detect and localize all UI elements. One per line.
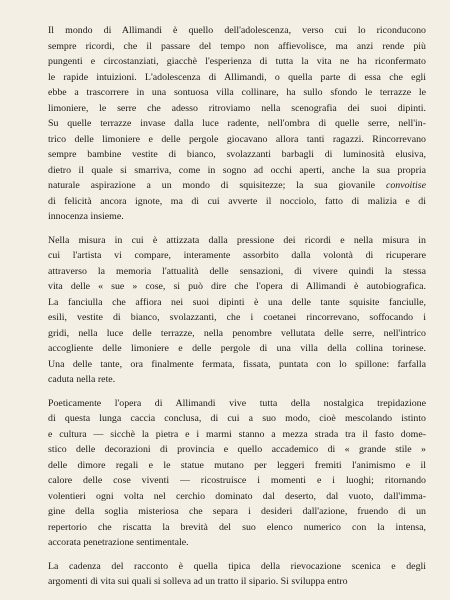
paragraph-2 — [32, 233, 426, 388]
text-line: limoniere, le serre che adesso ritroviamo nella scenografia dei suoi dipinti. — [48, 102, 426, 114]
text-line: Su quelle terrazze invase dalla luce radente, nell'ombra di quelle serre, nell'in- — [48, 118, 426, 129]
text-line: le rapide intuizioni. L'adolescenza di Allimandi, o quella parte di essa che egli — [48, 71, 426, 83]
text-line: gine della soglia misteriosa che separa i desideri dall'azione, fruendo di un — [48, 506, 426, 517]
text-line: Il mondo di Allimandi è quello dell'adolescenza, verso cui lo riconducono — [48, 25, 426, 36]
text-line: Poeticamente l'opera di Allimandi vive tutta della nostalgica trepidazione — [48, 397, 426, 409]
text-line: di questa lunga caccia conclusa, di cui a suo modo, cioè mescolando istinto — [48, 413, 426, 424]
text-line: cui l'artista vi compare, interamente assorbito dalla volontà di ricuperare — [48, 250, 426, 261]
text-line: naturale aspirazione a un mondo di squisitezze; la sua giovanile convoitise — [48, 180, 426, 191]
paragraph-1 — [32, 23, 426, 225]
text-line: e cultura — sicchè la pietra e i marmi stanno a mezza strada tra il fasto dome- — [48, 428, 426, 440]
text-line: stico delle decorazioni di provincia e quello accademico di « grande stile » — [48, 444, 426, 455]
text-line: repertorio che riscatta la brevità del suo elenco numerico con la intensa, — [48, 521, 426, 533]
text-line: vita delle « sue » cose, si può dire che l'opera di Allimandi è autobiografica. — [48, 281, 426, 292]
text-line: accogliente delle limoniere e delle pergole di una villa della collina torinese. — [48, 343, 426, 354]
text-line: caduta nella rete. — [48, 374, 116, 385]
text-line: ebbe a trascorrere in una sontuosa villa collinare, ha sullo sfondo le terrazze le — [48, 87, 426, 98]
text-line: sempre ricordi, che il passare del tempo non affievolisce, ma anzi rende più — [48, 40, 426, 52]
text-line: dietro il quale si smarriva, come in sogno ad occhi aperti, anche la sua propria — [48, 164, 426, 176]
text-line: trico delle limoniere e delle pergole giocavano allora tanti ragazzi. Rincorrevano — [48, 133, 426, 145]
text-line: La fanciulla che affiora nei suoi dipinti è una delle tante squisite fanciulle, — [48, 296, 426, 308]
paragraph-3 — [32, 396, 426, 551]
text-line: sempre bambine vestite di bianco, svolazzanti barbagli di luminosità elusiva, — [48, 149, 426, 160]
text-line: attraverso la memoria l'attualità delle sensazioni, di vivere quindi la stessa — [48, 265, 426, 277]
text-line: Nella misura in cui è attizzata dalla pressione dei ricordi e nella misura in — [48, 234, 426, 246]
text-line: volentieri ogni volta nel cerchio dominato dal deserto, dal vuoto, dall'imma- — [48, 490, 426, 502]
text-line: innocenza insieme. — [48, 211, 124, 222]
text-line: accorata penetrazione sentimentale. — [48, 537, 189, 548]
text-line: di felicità ancora ignote, ma di cui avverte il nocciolo, fatto di malizia e di — [48, 195, 426, 207]
text-line: delle dimore regali e le statue mutano per leggeri fremiti l'animismo e il — [48, 459, 426, 471]
text-line: argomenti di vita sui quali si solleva ad un tratto il sipario. Si sviluppa entro — [48, 576, 348, 587]
text-line: Una delle tante, ora finalmente fermata, fissata, puntata con lo spillone: farfalla — [48, 358, 426, 370]
text-line: esili, vestite di bianco, svolazzanti, che i coetanei rincorrevano, soffocando i — [48, 312, 426, 323]
text-line: pungenti e circostanziati, giacchè l'esperienza di tutta la vita ne ha riconfermato — [48, 56, 426, 67]
text-line: calore delle cose viventi — ricostruisce i momenti e i luoghi; ritornando — [48, 475, 426, 486]
text-line: La cadenza del racconto è quella tipica della rievocazione scenica e degli — [48, 560, 426, 572]
paragraph-4 — [32, 559, 426, 590]
text-column — [32, 23, 426, 598]
italic-word: convoitise — [385, 180, 426, 191]
text-line: gridi, nella luce delle terrazze, nella penombre vellutata delle serre, nell'intrico — [48, 327, 426, 339]
